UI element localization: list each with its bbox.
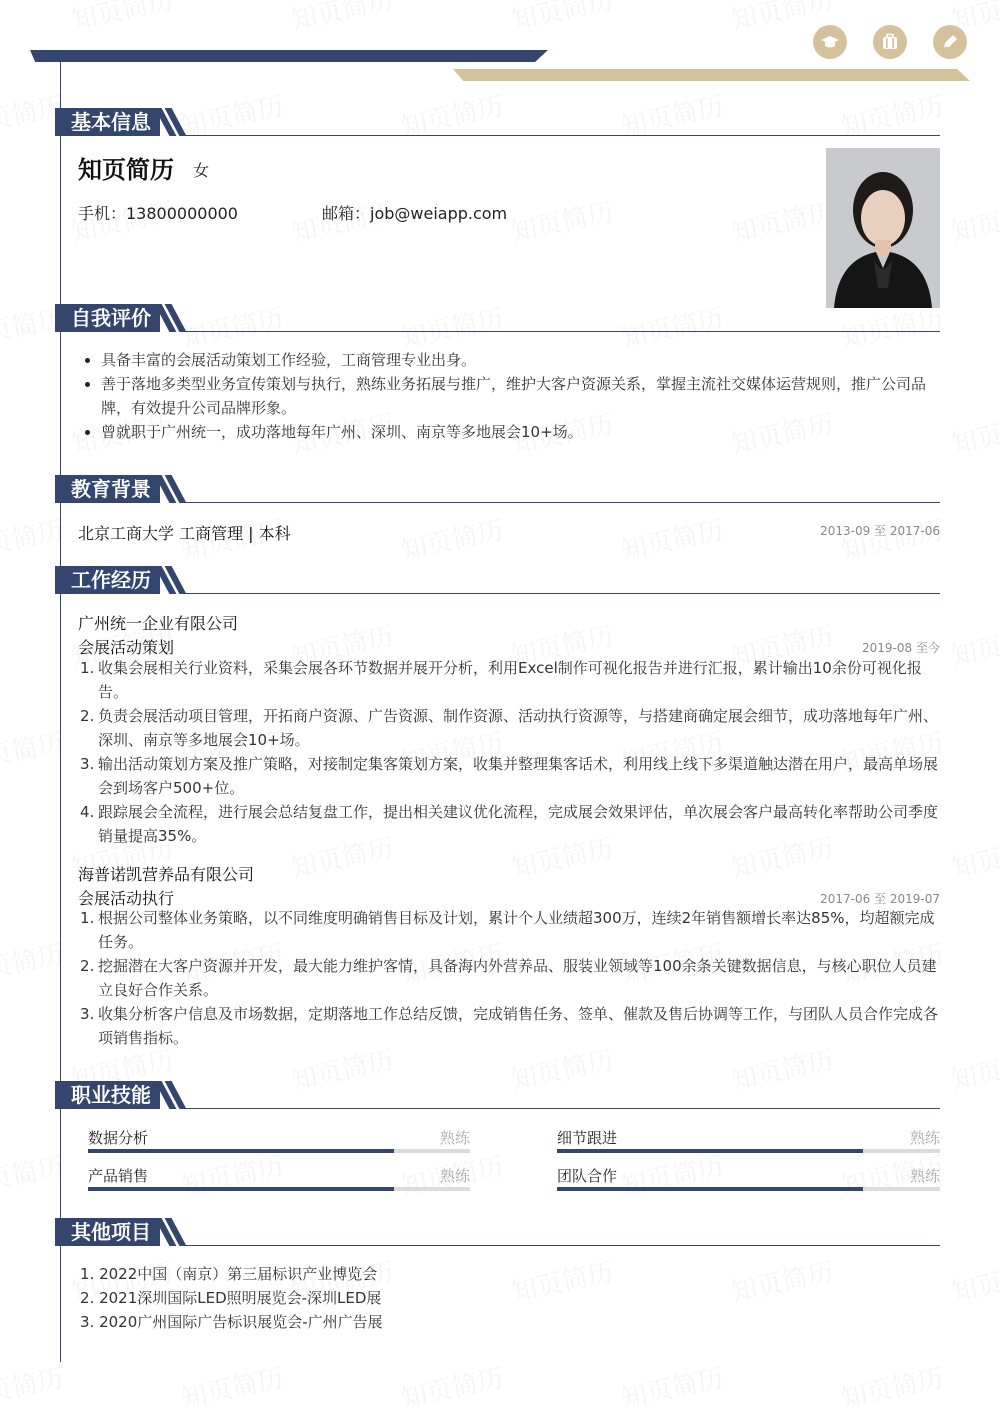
projects-list <box>80 1262 383 1334</box>
briefcase-icon <box>873 25 907 59</box>
watermark-text <box>0 510 67 568</box>
work-role: 会展活动策划 <box>78 638 175 657</box>
skill-bar-fill <box>88 1187 394 1191</box>
skill-level: 熟练 <box>909 1167 940 1185</box>
candidate-name: 知页简历 <box>78 156 174 184</box>
list-item: 1. 2022中国（南京）第三届标识产业博览会 <box>80 1265 378 1283</box>
watermark-text <box>947 616 1000 674</box>
list-item: 2. 负责会展活动项目管理，开拓商户资源、广告资源、制作资源、活动执行资源等，与搭建商确定展会细节，成功落地每年广州、深圳、南京等多地展会10+场。 <box>80 707 939 749</box>
section-header-self-eval <box>55 304 940 334</box>
watermark-text <box>507 192 616 250</box>
self-eval-list <box>80 348 940 444</box>
header-gold-bar <box>453 69 970 81</box>
watermark-text <box>397 510 506 568</box>
list-item: 3. 输出活动策划方案及推广策略，对接制定集客策划方案，收集并整理集客话术，利用线上线下多渠道触达潜在用户，最高单场展会到场客户500+位。 <box>80 755 939 797</box>
graduation-cap-icon <box>813 25 847 59</box>
skill-bar <box>557 1149 940 1153</box>
work-date: 2017-06 至 2019-07 <box>820 892 940 906</box>
list-item: 1. 根据公司整体业务策略，以不同维度明确销售目标及计划，累计个人业绩超300万，连续2年销售额增长率达85%，均超额完成任务。 <box>80 909 935 951</box>
skill-name: 团队合作 <box>557 1167 618 1185</box>
skill-level: 熟练 <box>909 1129 940 1147</box>
watermark-text <box>0 934 67 992</box>
header-navy-bar <box>30 50 548 62</box>
skill-name: 数据分析 <box>88 1129 149 1147</box>
skill-name: 细节跟进 <box>557 1129 618 1147</box>
watermark-text <box>507 1252 616 1310</box>
section-header-work <box>55 566 940 596</box>
watermark-text <box>727 1252 836 1310</box>
section-title: 教育背景 <box>55 475 160 503</box>
phone-text: 手机：13800000000 <box>78 204 238 223</box>
work-duties-list <box>80 656 940 848</box>
watermark-text <box>947 404 1000 462</box>
watermark-text <box>947 1252 1000 1310</box>
email-text: 邮箱：job@weiapp.com <box>322 204 508 223</box>
skill-level: 熟练 <box>439 1129 470 1147</box>
list-item: 3. 2020广州国际广告标识展览会-广州广告展 <box>80 1313 383 1331</box>
section-title: 其他项目 <box>55 1218 160 1246</box>
work-date: 2019-08 至今 <box>862 641 940 655</box>
section-header-basic <box>55 108 940 138</box>
list-item: 3. 收集分析客户信息及市场数据，定期落地工作总结反馈，完成销售任务、签单、催款及售后协调等工作，与团队人员合作完成各项销售指标。 <box>80 1005 939 1047</box>
pen-icon <box>933 25 967 59</box>
work-role: 会展活动执行 <box>78 889 175 908</box>
watermark-text <box>397 1358 506 1415</box>
watermark-text <box>617 1146 726 1204</box>
list-item: 曾就职于广州统一，成功落地每年广州、深圳、南京等多地展会10+场。 <box>80 420 940 444</box>
education-line: 北京工商大学 工商管理 | 本科 <box>78 524 291 543</box>
watermark-text <box>67 0 176 37</box>
skill-bar-fill <box>557 1149 863 1153</box>
list-item: 具备丰富的会展活动策划工作经验，工商管理专业出身。 <box>80 348 940 372</box>
watermark-text <box>947 192 1000 250</box>
watermark-text <box>0 1358 67 1415</box>
watermark-text <box>287 0 396 37</box>
list-item: 善于落地多类型业务宣传策划与执行，熟练业务拓展与推广，维护大客户资源关系，掌握主流社交媒体运营规则，推广公司品牌，有效提升公司品牌形象。 <box>80 372 940 420</box>
candidate-gender: 女 <box>193 161 210 180</box>
list-item: 4. 跟踪展会全流程，进行展会总结复盘工作，提出相关建议优化流程，完成展会效果评估，单次展会客户最高转化率帮助公司季度销量提高35%。 <box>80 803 939 845</box>
section-header-projects <box>55 1218 940 1248</box>
watermark-text <box>177 1146 286 1204</box>
skill-bar-fill <box>88 1149 394 1153</box>
section-header-education <box>55 475 940 505</box>
skill-bar <box>557 1187 940 1191</box>
section-title: 工作经历 <box>55 566 160 594</box>
work-company: 海普诺凯营养品有限公司 <box>78 865 255 884</box>
skill-bar-fill <box>557 1187 863 1191</box>
work-duties-list <box>80 906 940 1050</box>
left-timeline-line <box>60 62 61 1362</box>
skill-bar <box>88 1149 470 1153</box>
watermark-text <box>507 0 616 37</box>
profile-photo <box>826 148 940 308</box>
education-date: 2013-09 至 2017-06 <box>820 524 940 538</box>
work-company: 广州统一企业有限公司 <box>78 614 239 633</box>
section-title: 自我评价 <box>55 304 160 332</box>
watermark-text <box>617 510 726 568</box>
skill-bar <box>88 1187 470 1191</box>
watermark-text <box>727 192 836 250</box>
section-header-skills <box>55 1081 940 1111</box>
skill-name: 产品销售 <box>88 1167 149 1185</box>
skill-level: 熟练 <box>439 1167 470 1185</box>
watermark-text <box>617 1358 726 1415</box>
watermark-text <box>177 1358 286 1415</box>
watermark-text <box>837 1358 946 1415</box>
watermark-text <box>0 722 67 780</box>
section-title: 基本信息 <box>55 108 160 136</box>
section-title: 职业技能 <box>55 1081 160 1109</box>
list-item: 1. 收集会展相关行业资料，采集会展各环节数据并展开分析，利用Excel制作可视化报告并进行汇报，累计输出10余份可视化报告。 <box>80 659 922 701</box>
watermark-text <box>947 828 1000 886</box>
list-item: 2. 2021深圳国际LED照明展览会-深圳LED展 <box>80 1289 382 1307</box>
watermark-text <box>0 1146 67 1204</box>
list-item: 2. 挖掘潜在大客户资源并开发，最大能力维护客情，具备海内外营养品、服装业领域等100余条关键数据信息，与核心职位人员建立良好合作关系。 <box>80 957 937 999</box>
watermark-text <box>947 1040 1000 1098</box>
